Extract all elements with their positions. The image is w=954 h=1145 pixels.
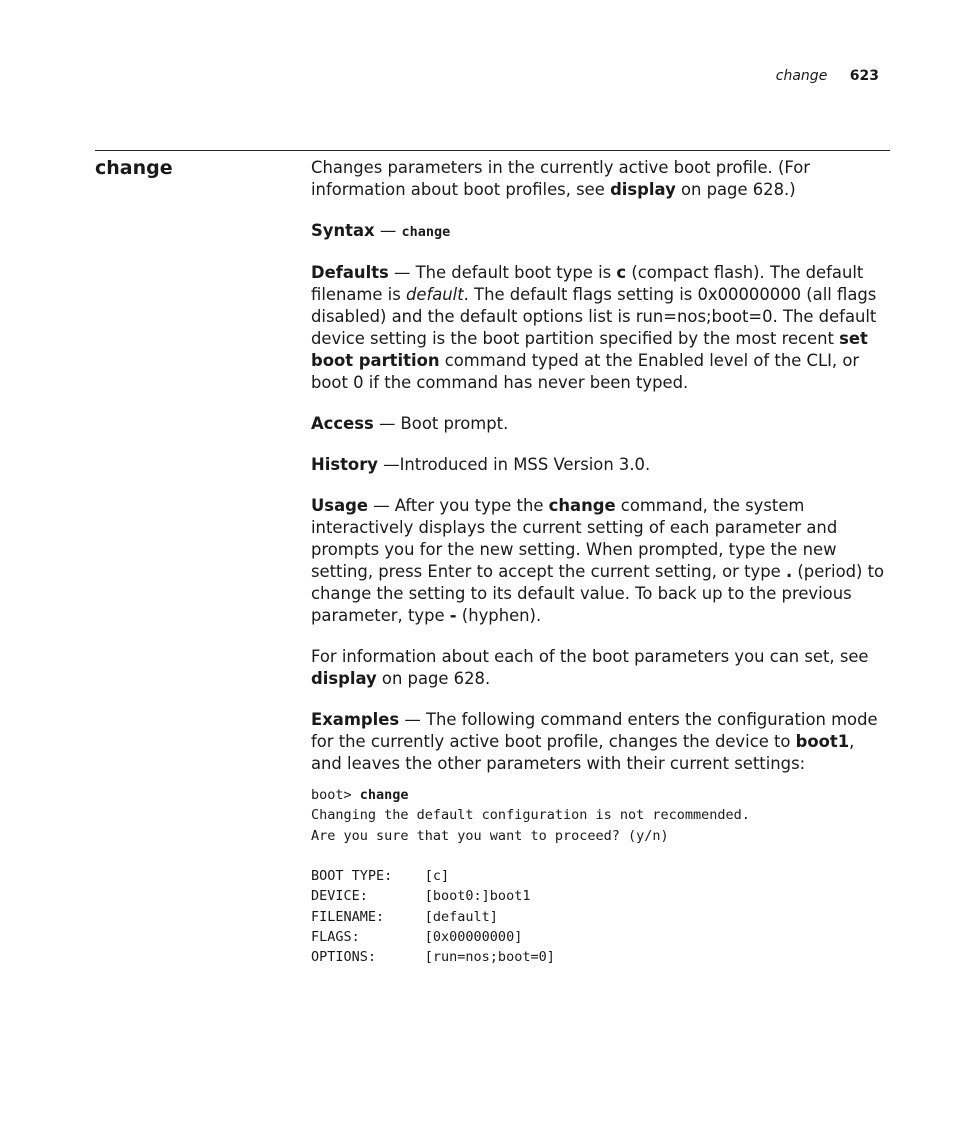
examples-label: Examples — [311, 710, 400, 729]
code-line: DEVICE: [boot0:]boot1 — [311, 888, 531, 905]
info-text: on page 628. — [376, 669, 491, 688]
history-label: History — [311, 455, 378, 474]
syntax-command: change — [401, 224, 451, 240]
code-line: Are you sure that you want to proceed? (y/n) — [311, 827, 669, 844]
code-line: Changing the default configuration is not recommended. — [311, 807, 750, 824]
info-display-link: display — [311, 669, 377, 688]
intro-text-end: on page 628.) — [675, 180, 796, 199]
defaults-text: . The default flags setting is 0x00000000 (all flags disabled) and the default options list is run=nos;boot=0. The default device setting is the boot partition specified by the most recent — [311, 285, 877, 348]
access-text: — Boot prompt. — [373, 414, 509, 433]
running-header — [776, 67, 879, 85]
syntax-separator: — — [374, 221, 402, 240]
code-command: change — [359, 787, 409, 803]
defaults-boot-type: c — [616, 263, 627, 282]
history-text: —Introduced in MSS Version 3.0. — [377, 455, 651, 474]
usage-paragraph — [311, 495, 890, 627]
usage-change-command: change — [548, 496, 616, 515]
info-text: For information about each of the boot parameters you can set, see — [311, 647, 869, 666]
usage-label: Usage — [311, 496, 368, 515]
code-example — [311, 785, 890, 968]
display-link: display — [610, 180, 676, 199]
intro-paragraph — [311, 157, 890, 201]
usage-period: . — [785, 562, 793, 581]
section-divider — [95, 150, 890, 151]
history-paragraph — [311, 454, 890, 476]
running-header-section: change — [775, 68, 828, 84]
defaults-filename: default — [405, 285, 464, 304]
info-paragraph — [311, 646, 890, 690]
page-number: 623 — [849, 68, 879, 84]
usage-text: (hyphen). — [456, 606, 542, 625]
defaults-set-boot-partition: set boot partition — [311, 329, 868, 370]
code-line: FILENAME: [default] — [311, 908, 498, 925]
defaults-paragraph — [311, 262, 890, 394]
syntax-label: Syntax — [311, 221, 375, 240]
defaults-text: — The default boot type is — [388, 263, 617, 282]
examples-text: , and leaves the other parameters with their current settings: — [311, 732, 855, 773]
intro-text: Changes parameters in the currently active boot profile. (For information about boot profiles, see — [311, 158, 810, 199]
usage-text: (period) to change the setting to its default value. To back up to the previous parameter, type — [311, 562, 885, 625]
usage-text: — After you type the — [367, 496, 549, 515]
defaults-text: command typed at the Enabled level of the CLI, or boot 0 if the command has never been typed. — [311, 351, 860, 392]
usage-text: command, the system interactively displays the current setting of each parameter and prompts you for the new setting. When prompted, type the new setting, press Enter to accept the current setting, or type — [311, 496, 838, 581]
examples-boot1: boot1 — [795, 732, 850, 751]
command-description — [311, 157, 890, 968]
access-paragraph — [311, 413, 890, 435]
examples-paragraph — [311, 709, 890, 775]
code-line: OPTIONS: [run=nos;boot=0] — [311, 949, 555, 966]
code-prompt: boot> — [311, 787, 360, 803]
syntax-paragraph — [311, 220, 890, 243]
defaults-text: (compact flash). The default filename is — [311, 263, 864, 304]
examples-text: — The following command enters the configuration mode for the currently active boot profile, changes the device to — [311, 710, 878, 751]
code-line: FLAGS: [0x00000000] — [311, 929, 523, 946]
code-line: BOOT TYPE: [c] — [311, 868, 450, 885]
defaults-label: Defaults — [311, 263, 389, 282]
access-label: Access — [311, 414, 374, 433]
usage-hyphen: - — [449, 606, 457, 625]
command-title: change — [95, 157, 173, 179]
